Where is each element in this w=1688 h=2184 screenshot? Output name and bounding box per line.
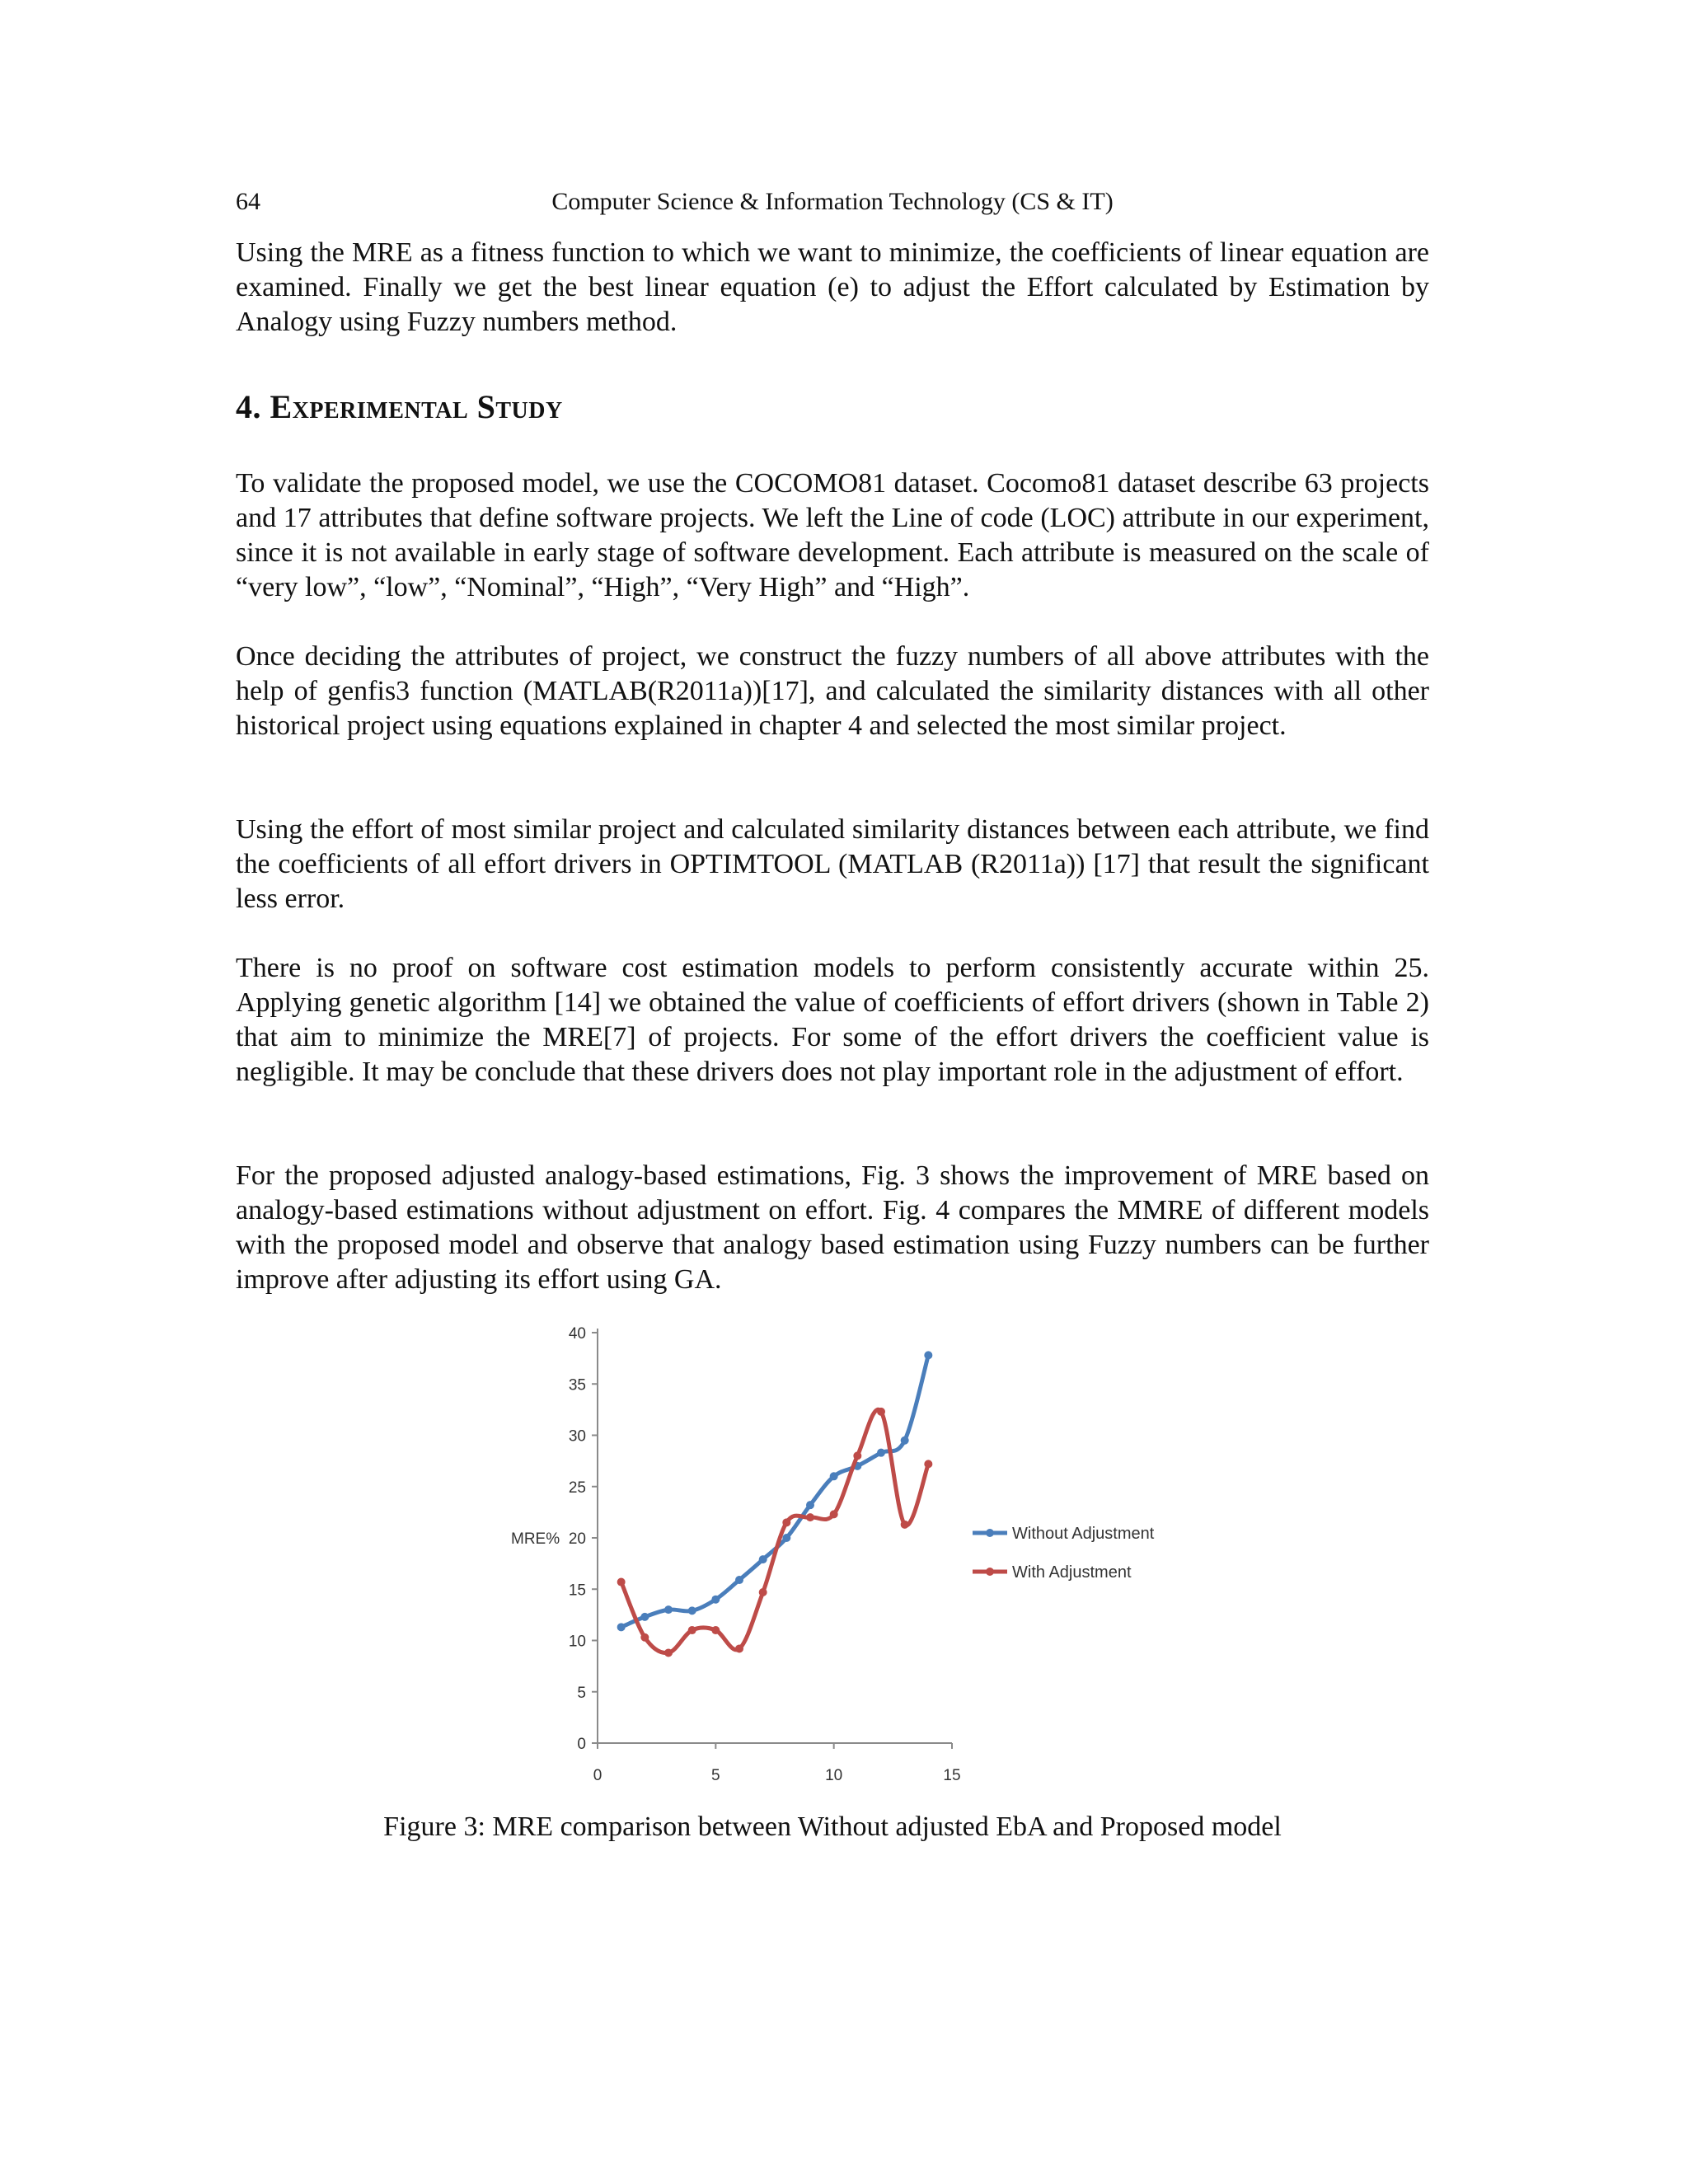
- data-point-without-adjustment: [877, 1449, 885, 1457]
- data-point-without-adjustment: [901, 1436, 909, 1445]
- data-point-with-adjustment: [924, 1460, 932, 1468]
- paragraph-fuzzy-numbers: Once deciding the attributes of project, we construct the fuzzy numbers of all above attributes with the help of genfis3 function (MATLAB(R2011a))[17], and calculated the similarity distances with all other historical project using equations explained in chapter 4 and selected the most similar project.: [236, 641, 1429, 741]
- series-line-with-adjustment: [621, 1409, 929, 1652]
- legend-marker-without-adjustment: [986, 1529, 994, 1537]
- data-point-without-adjustment: [688, 1606, 696, 1615]
- data-point-with-adjustment: [782, 1518, 790, 1526]
- y-tick-label: 20: [568, 1530, 586, 1548]
- data-point-with-adjustment: [877, 1408, 885, 1416]
- paragraph-dataset: To validate the proposed model, we use the COCOMO81 dataset. Cocomo81 dataset describe 63 projects and 17 attributes that define software projects. We left the Line of code (LOC) attribute in our experiment, since it is not available in early stage of software development. Each attribute is measured on the scale of “very low”, “low”, “Nominal”, “High”, “Very High” and “High”.: [236, 468, 1429, 602]
- mre-comparison-chart: [495, 1319, 1187, 1797]
- data-point-with-adjustment: [901, 1521, 909, 1529]
- data-point-with-adjustment: [806, 1513, 814, 1521]
- legend-label-without-adjustment: Without Adjustment: [1012, 1525, 1155, 1543]
- x-tick-label: 10: [825, 1767, 843, 1784]
- x-tick-label: 0: [593, 1767, 603, 1784]
- y-tick-label: 15: [568, 1582, 586, 1600]
- data-point-without-adjustment: [759, 1555, 767, 1563]
- data-point-without-adjustment: [617, 1623, 626, 1631]
- data-point-with-adjustment: [664, 1648, 673, 1657]
- data-point-with-adjustment: [830, 1510, 838, 1518]
- data-point-with-adjustment: [617, 1578, 626, 1586]
- data-point-with-adjustment: [735, 1644, 743, 1652]
- data-point-without-adjustment: [924, 1351, 932, 1359]
- y-tick-label: 35: [568, 1376, 586, 1394]
- data-point-with-adjustment: [853, 1451, 861, 1460]
- y-tick-label: 0: [577, 1736, 586, 1753]
- x-tick-label: 5: [711, 1767, 720, 1784]
- data-point-without-adjustment: [711, 1596, 720, 1604]
- data-point-with-adjustment: [688, 1626, 696, 1634]
- section-title: Experimental Study: [270, 388, 563, 425]
- journal-title: Computer Science & Information Technology (CS & IT): [551, 188, 1114, 215]
- data-point-without-adjustment: [830, 1472, 838, 1480]
- y-tick-label: 5: [577, 1684, 586, 1702]
- paragraph-genetic-algorithm: There is no proof on software cost estimation models to perform consistently accurate within 25. Applying genetic algorithm [14] we obtained the value of coefficients of effort drivers (shown in Table 2) that aim to minimize the MRE[7] of projects. For some of the effort drivers the coefficient value is negligible. It may be conclude that these drivers does not play important role in the adjustment of effort.: [236, 953, 1429, 1087]
- y-tick-label: 10: [568, 1633, 586, 1651]
- intro-paragraph: Using the MRE as a fitness function to which we want to minimize, the coefficients of linear equation are examined. Finally we get the best linear equation (e) to adjust the Effort calculated by Estimation by Analogy using Fuzzy numbers method.: [236, 237, 1429, 337]
- data-point-without-adjustment: [735, 1576, 743, 1584]
- y-tick-label: 25: [568, 1479, 586, 1497]
- paragraph-optimtool: Using the effort of most similar project and calculated similarity distances between each attribute, we find the coefficients of all effort drivers in OPTIMTOOL (MATLAB (R2011a)) [17] that result the significant less error.: [236, 814, 1429, 914]
- data-point-without-adjustment: [782, 1534, 790, 1542]
- data-point-without-adjustment: [640, 1613, 649, 1621]
- y-tick-label: 40: [568, 1325, 586, 1343]
- series-line-without-adjustment: [621, 1355, 929, 1627]
- data-point-with-adjustment: [711, 1626, 720, 1634]
- page-header: [236, 188, 1429, 221]
- y-axis-label: MRE%: [511, 1530, 560, 1548]
- legend-marker-with-adjustment: [986, 1568, 994, 1576]
- x-tick-label: 15: [943, 1767, 961, 1784]
- page-number: 64: [236, 188, 260, 215]
- legend-label-with-adjustment: With Adjustment: [1012, 1563, 1132, 1582]
- data-point-without-adjustment: [664, 1605, 673, 1614]
- section-number: 4.: [236, 388, 261, 425]
- figure-caption: Figure 3: MRE comparison between Without adjusted EbA and Proposed model: [383, 1811, 1282, 1842]
- paragraph-results: For the proposed adjusted analogy-based estimations, Fig. 3 shows the improvement of MRE based on analogy-based estimations without adjustment on effort. Fig. 4 compares the MMRE of different models with the proposed model and observe that analogy based estimation using Fuzzy numbers can be further improve after adjusting its effort using GA.: [236, 1160, 1429, 1295]
- y-tick-label: 30: [568, 1427, 586, 1446]
- data-point-with-adjustment: [640, 1633, 649, 1642]
- section-heading: [236, 387, 563, 426]
- data-point-with-adjustment: [759, 1588, 767, 1596]
- data-point-without-adjustment: [806, 1501, 814, 1509]
